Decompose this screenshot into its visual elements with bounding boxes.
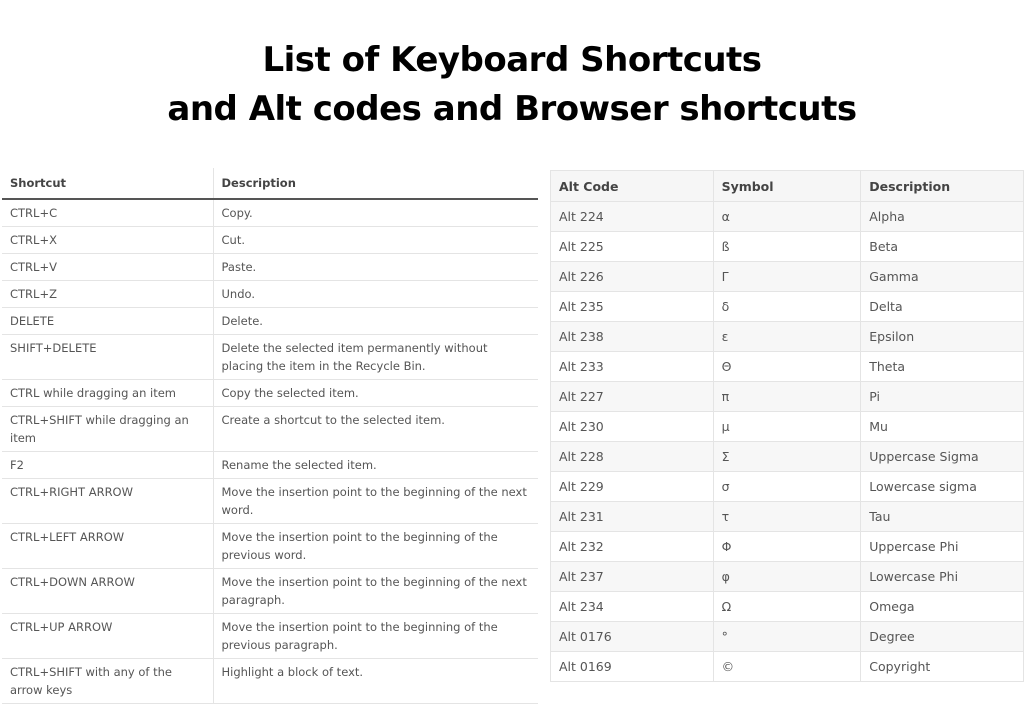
symbol-cell: ° <box>713 622 861 652</box>
alt-code-cell: Alt 237 <box>551 562 714 592</box>
description-cell: Highlight a block of text. <box>213 659 538 704</box>
description-cell: Alpha <box>861 202 1024 232</box>
shortcut-cell: CTRL+SHIFT while dragging an item <box>2 407 213 452</box>
shortcut-cell: CTRL while dragging an item <box>2 380 213 407</box>
description-cell: Tau <box>861 502 1024 532</box>
table-row <box>2 199 538 227</box>
keyboard-shortcuts-table <box>2 168 538 704</box>
description-cell: Gamma <box>861 262 1024 292</box>
shortcut-cell: F2 <box>2 452 213 479</box>
alt-code-cell: Alt 232 <box>551 532 714 562</box>
alt-code-cell: Alt 233 <box>551 352 714 382</box>
description-cell: Pi <box>861 382 1024 412</box>
shortcut-cell: DELETE <box>2 308 213 335</box>
symbol-cell: ß <box>713 232 861 262</box>
table-row <box>2 524 538 569</box>
symbol-cell: φ <box>713 562 861 592</box>
alt-code-cell: Alt 226 <box>551 262 714 292</box>
alt-code-cell: Alt 235 <box>551 292 714 322</box>
table-row <box>551 322 1024 352</box>
description-cell: Degree <box>861 622 1024 652</box>
description-cell: Move the insertion point to the beginning of the previous word. <box>213 524 538 569</box>
table-row <box>551 262 1024 292</box>
table-row <box>2 614 538 659</box>
alt-code-cell: Alt 228 <box>551 442 714 472</box>
symbol-cell: τ <box>713 502 861 532</box>
symbol-cell: Σ <box>713 442 861 472</box>
alt-code-cell: Alt 238 <box>551 322 714 352</box>
description-cell: Beta <box>861 232 1024 262</box>
table-row <box>2 227 538 254</box>
symbol-cell: σ <box>713 472 861 502</box>
shortcut-cell: CTRL+X <box>2 227 213 254</box>
table-row <box>551 592 1024 622</box>
shortcut-cell: CTRL+Z <box>2 281 213 308</box>
shortcut-cell: CTRL+SHIFT with any of the arrow keys <box>2 659 213 704</box>
table-row <box>551 532 1024 562</box>
table-row <box>551 382 1024 412</box>
symbol-cell: α <box>713 202 861 232</box>
description-cell: Lowercase Phi <box>861 562 1024 592</box>
table-row <box>551 652 1024 682</box>
description-cell: Copyright <box>861 652 1024 682</box>
description-cell: Copy. <box>213 199 538 227</box>
table-row <box>2 281 538 308</box>
description-cell: Delta <box>861 292 1024 322</box>
alt-code-cell: Alt 229 <box>551 472 714 502</box>
table-row <box>551 442 1024 472</box>
symbol-cell: © <box>713 652 861 682</box>
table-row <box>2 254 538 281</box>
table-row <box>551 622 1024 652</box>
table-row <box>2 569 538 614</box>
table-header-row <box>551 171 1024 202</box>
column-header-shortcut: Shortcut <box>2 168 213 199</box>
table-row <box>2 335 538 380</box>
symbol-cell: Ω <box>713 592 861 622</box>
shortcut-cell: CTRL+C <box>2 199 213 227</box>
symbol-cell: μ <box>713 412 861 442</box>
symbol-cell: Γ <box>713 262 861 292</box>
table-row <box>551 502 1024 532</box>
description-cell: Create a shortcut to the selected item. <box>213 407 538 452</box>
table-row <box>551 292 1024 322</box>
table-row <box>551 202 1024 232</box>
table-row <box>551 232 1024 262</box>
alt-codes-table <box>550 170 1024 682</box>
shortcut-cell: CTRL+RIGHT ARROW <box>2 479 213 524</box>
table-row <box>2 659 538 704</box>
symbol-cell: π <box>713 382 861 412</box>
column-header-alt-code: Alt Code <box>551 171 714 202</box>
page-title-line-2: and Alt codes and Browser shortcuts <box>167 89 857 129</box>
description-cell: Cut. <box>213 227 538 254</box>
alt-code-cell: Alt 224 <box>551 202 714 232</box>
description-cell: Mu <box>861 412 1024 442</box>
description-cell: Paste. <box>213 254 538 281</box>
symbol-cell: Θ <box>713 352 861 382</box>
alt-code-cell: Alt 231 <box>551 502 714 532</box>
description-cell: Uppercase Phi <box>861 532 1024 562</box>
table-row <box>2 407 538 452</box>
description-cell: Delete the selected item permanently without placing the item in the Recycle Bin. <box>213 335 538 380</box>
description-cell: Uppercase Sigma <box>861 442 1024 472</box>
shortcuts-table-body <box>2 199 538 704</box>
table-row <box>551 412 1024 442</box>
symbol-cell: Φ <box>713 532 861 562</box>
shortcut-cell: CTRL+LEFT ARROW <box>2 524 213 569</box>
description-cell: Lowercase sigma <box>861 472 1024 502</box>
alt-code-cell: Alt 230 <box>551 412 714 442</box>
description-cell: Epsilon <box>861 322 1024 352</box>
shortcut-cell: SHIFT+DELETE <box>2 335 213 380</box>
column-header-symbol: Symbol <box>713 171 861 202</box>
shortcut-cell: CTRL+UP ARROW <box>2 614 213 659</box>
column-header-description: Description <box>213 168 538 199</box>
alt-code-cell: Alt 0169 <box>551 652 714 682</box>
page-title-line-1: List of Keyboard Shortcuts <box>262 40 762 80</box>
table-row <box>551 472 1024 502</box>
shortcut-cell: CTRL+DOWN ARROW <box>2 569 213 614</box>
table-row <box>2 479 538 524</box>
description-cell: Delete. <box>213 308 538 335</box>
alt-code-cell: Alt 234 <box>551 592 714 622</box>
table-row <box>551 562 1024 592</box>
table-row <box>551 352 1024 382</box>
description-cell: Move the insertion point to the beginning of the next word. <box>213 479 538 524</box>
symbol-cell: ε <box>713 322 861 352</box>
alt-code-cell: Alt 225 <box>551 232 714 262</box>
alt-codes-table-body <box>551 202 1024 682</box>
alt-code-cell: Alt 227 <box>551 382 714 412</box>
description-cell: Undo. <box>213 281 538 308</box>
table-row <box>2 452 538 479</box>
description-cell: Move the insertion point to the beginning of the next paragraph. <box>213 569 538 614</box>
shortcut-cell: CTRL+V <box>2 254 213 281</box>
description-cell: Theta <box>861 352 1024 382</box>
alt-code-cell: Alt 0176 <box>551 622 714 652</box>
description-cell: Rename the selected item. <box>213 452 538 479</box>
description-cell: Copy the selected item. <box>213 380 538 407</box>
table-row <box>2 308 538 335</box>
column-header-description: Description <box>861 171 1024 202</box>
page-title <box>0 36 1024 134</box>
description-cell: Omega <box>861 592 1024 622</box>
description-cell: Move the insertion point to the beginning of the previous paragraph. <box>213 614 538 659</box>
symbol-cell: δ <box>713 292 861 322</box>
table-row <box>2 380 538 407</box>
table-header-row <box>2 168 538 199</box>
